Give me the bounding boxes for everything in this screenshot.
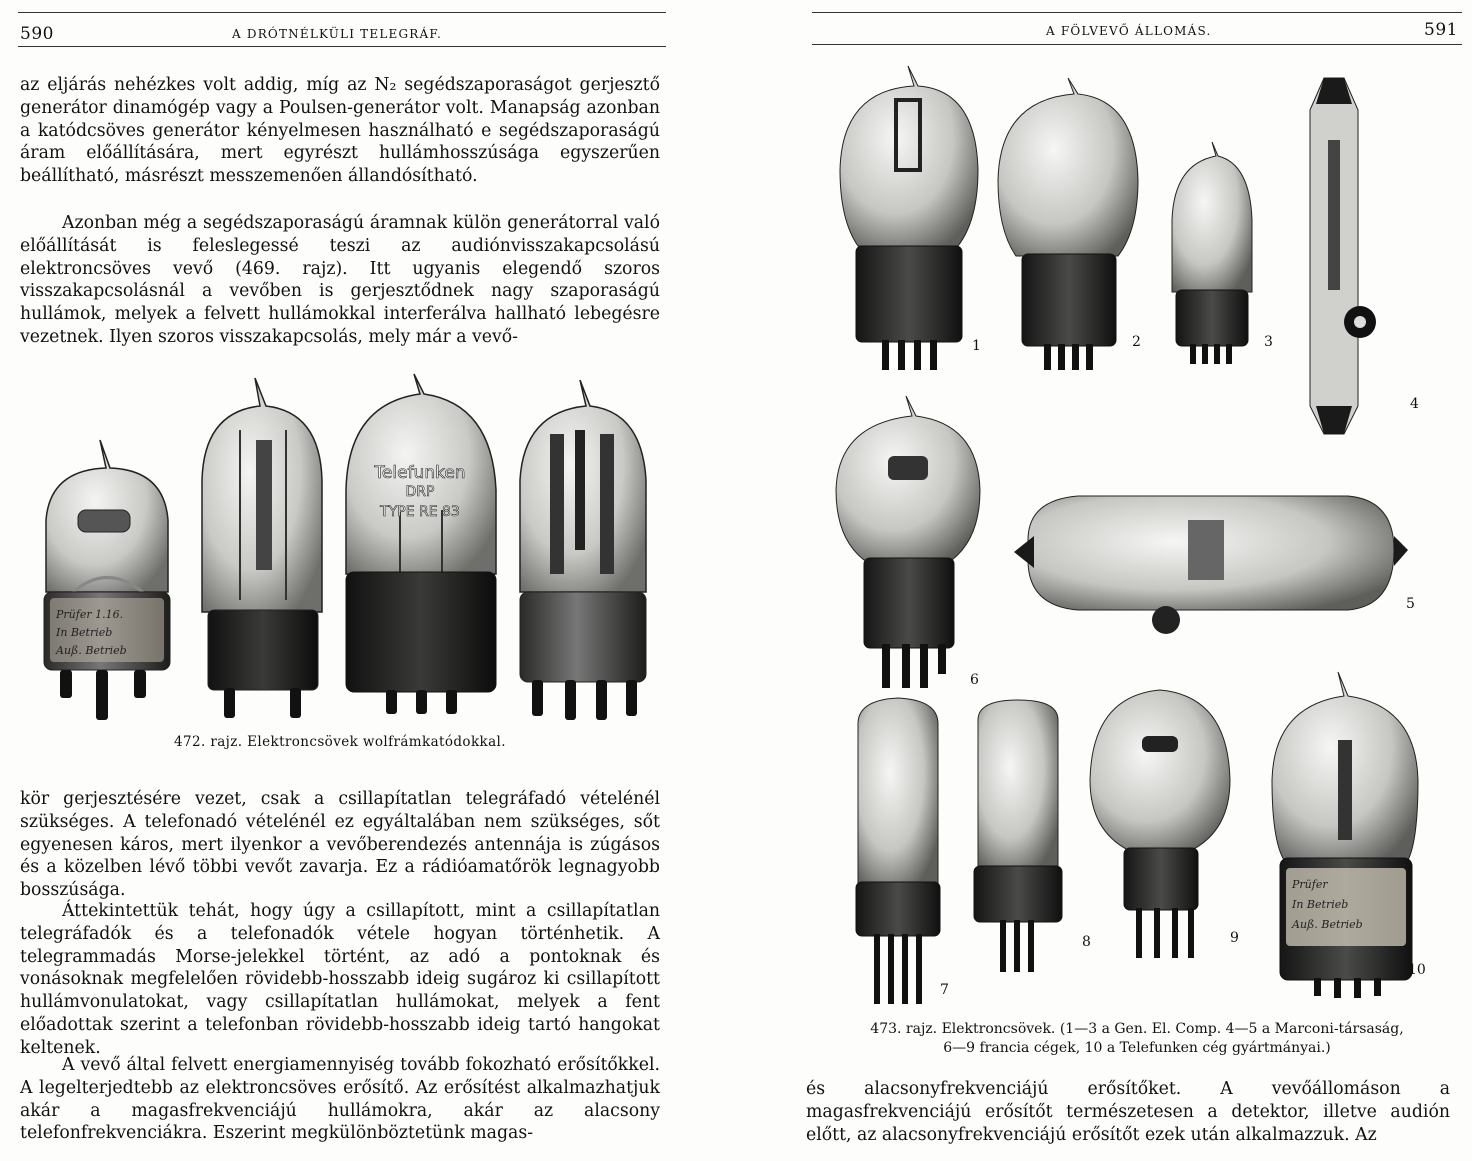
tube-illustration xyxy=(202,378,322,718)
page-number: 590 xyxy=(20,24,54,44)
header-rule-top xyxy=(812,12,1462,13)
tube-illustration xyxy=(520,380,646,720)
figure-473-tubes xyxy=(828,60,1468,1015)
running-head: A DRÓTNÉLKÜLI TELEGRÁF. xyxy=(232,27,443,41)
tube-number: 5 xyxy=(1406,596,1415,612)
tube-base-label: Prüfer 1.16. xyxy=(56,608,124,621)
tube-glass-label: Telefunken xyxy=(374,463,466,483)
right-page xyxy=(800,0,1472,1161)
paragraph: az eljárás nehézkes volt addig, míg az N₂ segédszaporaságot gerjesztő generátor dinamógép vagy a Poulsen-generátor volt. Manapság azonban a katódcsöves generátor kényelmesen használható e segédszaporaságú áram előállítására, mert egyrészt hullámhosszúsága egyszerűen beállítható, másrészt messzemenően állandósítható. xyxy=(20,75,660,187)
figure-caption xyxy=(812,1020,1462,1058)
tube-illustration xyxy=(346,374,496,714)
tube-number: 10 xyxy=(1408,962,1426,978)
tube-number: 9 xyxy=(1230,930,1239,946)
tube-illustration xyxy=(998,78,1141,370)
tube-illustration xyxy=(44,440,170,720)
paragraph: A vevő által felvett energiamennyiség tovább fokozható erősítőkkel. A legelterjedtebb az elektroncsöves erősítő. Az erősítést alkalmazhatjuk akár a magasfrekvenciájú hullámokra, akár az alacsony telefonfrekvenciákra. Eszerint megkülönböztetünk magas- xyxy=(20,1055,660,1144)
tube-base-label: Auß. Betrieb xyxy=(56,644,127,657)
running-head: A FÖLVEVŐ ÁLLOMÁS. xyxy=(1046,24,1212,38)
page-number: 591 xyxy=(1424,20,1458,40)
header-rule-top xyxy=(18,12,666,13)
tube-illustration xyxy=(836,396,980,688)
tube-base-label: In Betrieb xyxy=(56,626,113,639)
tube-number: 3 xyxy=(1264,334,1273,350)
tube-number: 7 xyxy=(940,982,949,998)
tube-glass-label: DRP xyxy=(405,484,435,500)
tube-number: 2 xyxy=(1132,334,1141,350)
paragraph: Áttekintettük tehát, hogy úgy a csillapított, mint a csillapítatlan telegráfadók és a telefonadók vétele hogyan történhetik. A telegrammadás Morse-jelekkel történt, az adó a pontoknak és vonásoknak megfelelően rövidebb-hosszabb ideig sugároz ki csillapított hullámvonulatokat, vagy csillapítatlan hullámokat, melyek a fent előadottak szerint a telefonban rövidebb-hosszabb ideig tartó hangokat keltenek. xyxy=(20,901,660,1058)
figure-caption-line: 473. rajz. Elektroncsövek. (1—3 a Gen. El. Comp. 4—5 a Marconi-társaság, xyxy=(870,1021,1404,1037)
tube-illustration xyxy=(974,700,1091,972)
figure-472-tubes xyxy=(30,370,660,730)
left-page xyxy=(0,0,680,1161)
header-rule-bottom xyxy=(18,46,666,47)
tube-illustration xyxy=(1014,496,1415,634)
paragraph: kör gerjesztésére vezet, csak a csillapítatlan telegráfadó vételénél szükséges. A telefonadó vételénél ez egyáltalában nem szükséges, sőt egyenesen káros, mert ilyenkor a vevőberendezés antennája is zúgásos és a közelben lévő többi vevőt zavarja. Ez a rádióamatőrök legnagyobb bosszúsága. xyxy=(20,789,660,901)
tube-base-label: In Betrieb xyxy=(1292,898,1349,911)
tube-illustration xyxy=(1172,142,1273,364)
paragraph: Azonban még a segédszaporaságú áramnak külön generátorral való előállítását is feleslegessé teszi az audiónvisszakapcsolású elektroncsöves vevő (469. rajz). Itt ugyanis elegendő szoros visszakapcsolásnál a vevőben is gerjesztődnek nagy szaporaságú hullámok, melyek a felvett hullámokkal interferálva hallható lebegésre vezetnek. Ilyen szoros visszakapcsolás, mely már a vevő- xyxy=(20,213,660,347)
tube-glass-label: TYPE RE 83 xyxy=(380,504,460,520)
header-rule-bottom xyxy=(812,44,1462,45)
figure-caption-line: 6—9 francia cégek, 10 a Telefunken cég gyártmányai.) xyxy=(943,1040,1331,1056)
tube-number: 6 xyxy=(970,672,979,688)
tube-illustration xyxy=(1090,690,1239,958)
tube-base-label: Prüfer xyxy=(1292,878,1328,891)
tube-illustration xyxy=(840,66,981,370)
figure-caption: 472. rajz. Elektroncsövek wolfrámkatódokkal. xyxy=(174,734,506,750)
tube-illustration xyxy=(856,698,949,1004)
tube-number: 8 xyxy=(1082,934,1091,950)
tube-illustration xyxy=(1310,78,1419,434)
tube-number: 1 xyxy=(972,338,981,354)
paragraph: és alacsonyfrekvenciájú erősítőket. A vevőállomáson a magasfrekvenciájú erősítőt természetesen a detektor, illetve audión előtt, az alacsonyfrekvenciájú erősítőt ezek után alkalmazzuk. Az xyxy=(806,1079,1450,1145)
tube-illustration xyxy=(1272,672,1426,998)
tube-base-label: Auß. Betrieb xyxy=(1292,918,1363,931)
gutter xyxy=(680,0,800,1161)
tube-number: 4 xyxy=(1410,396,1419,412)
